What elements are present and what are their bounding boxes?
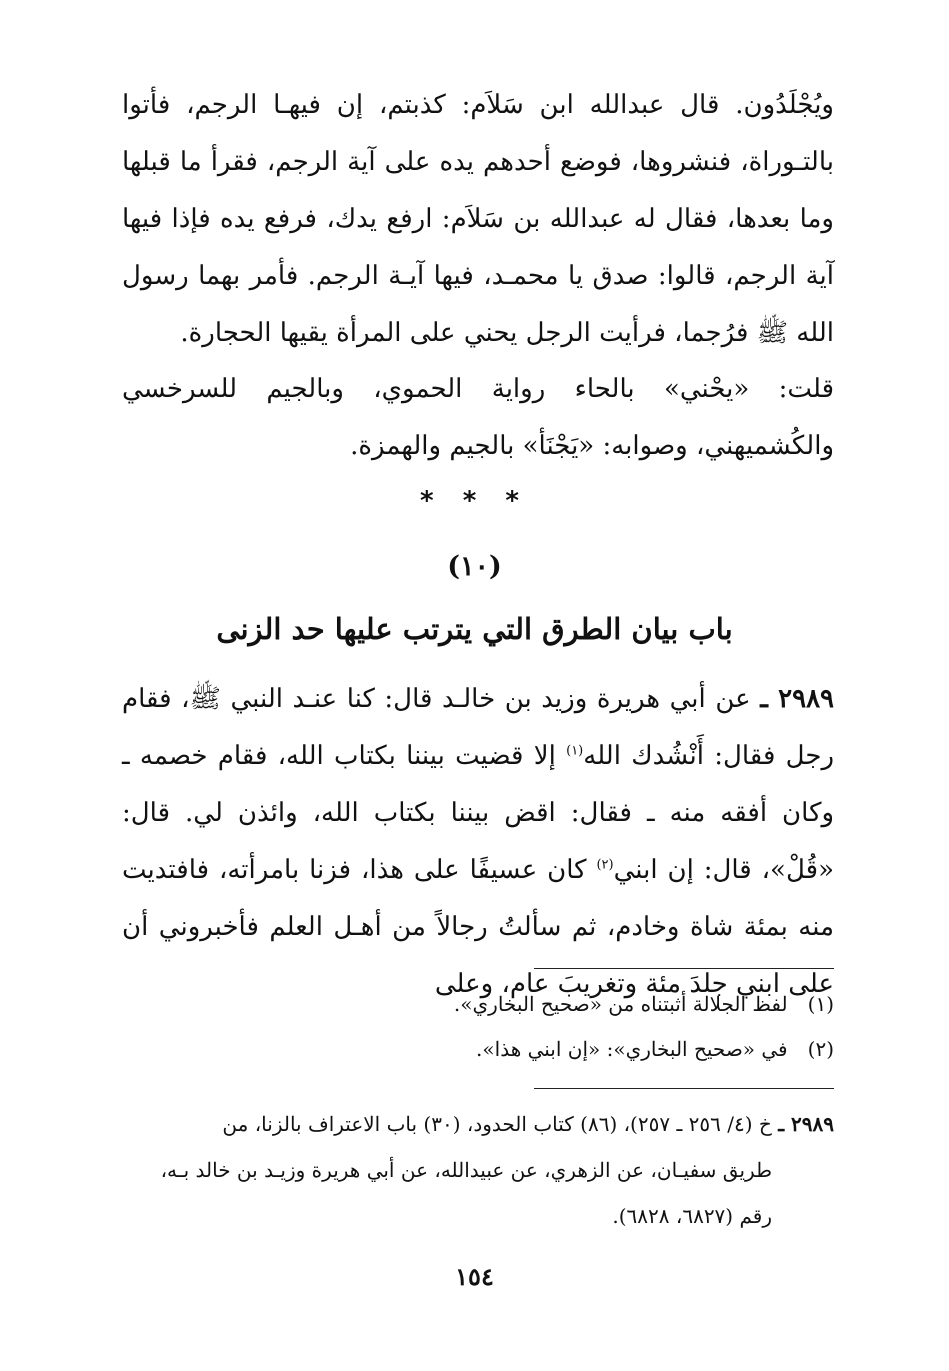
footnote-divider (534, 968, 834, 969)
source-line-2: طريق سفيـان، عن الزهري، عن عبيدالله، عن أبي هريرة وزيـد بن خالد بـه، (160, 1158, 772, 1182)
source-line-3: رقم (٦٨٢٧، ٦٨٢٨). (612, 1204, 772, 1228)
footnote-ref-1: (١) (566, 743, 584, 759)
source-divider (534, 1088, 834, 1089)
section-separator: * * * (420, 486, 529, 516)
chapter-title: باب بيان الطرق التي يترتب عليها حد الزنى (216, 612, 733, 646)
footnotes (200, 982, 834, 1072)
paragraph-continuation (122, 77, 834, 362)
commentary-paragraph (122, 361, 834, 475)
hadith-text-part-1: عن أبي هريرة وزيد بن خالـد قال: كنا عنـد النبي ﷺ، فقام رجل فقال: أَنْشُدك الله (122, 684, 834, 771)
footnote-1-mark: (١) (807, 992, 834, 1016)
paragraph-1-text: ويُجْلَدُون. قال عبدالله ابن سَلاَم: كذبتم، إن فيهـا الرجم، فأتوا بالتـوراة، فنشروها، فوضع أحدهم يده على آية الرجم، فقرأ ما قبلها وما بعدها، فقال له عبدالله بن سَلاَم: ارفع يدك، فرفع يده فإذا فيها آية الرجم، قالوا: صدق يا محمـد، فيها آيـة الرجم. فأمر بهما رسول الله ﷺ فرُجما، فرأيت الرجل يحني على المرأة يقيها الحجارة. (122, 90, 834, 348)
source-line-1-text: خ (٤/ ٢٥٦ ـ ٢٥٧)، (٨٦) كتاب الحدود، (٣٠) باب الاعتراف بالزنا، من (222, 1112, 779, 1136)
source-number: ٢٩٨٩ ـ (778, 1112, 834, 1136)
hadith-number: ٢٩٨٩ ـ (760, 684, 835, 714)
footnote-2-text: في «صحيح البخاري»: «إن ابني هذا». (476, 1037, 788, 1061)
footnote-2 (200, 1027, 834, 1072)
source-reference (122, 1101, 834, 1239)
footnote-2-mark: (٢) (807, 1037, 834, 1061)
paragraph-2-text: قلت: «يحْني» بالحاء رواية الحموي، وبالجيم للسرخسي والكُشميهني، وصوابه: «يَجْنَأ» بالجيم والهمزة. (122, 374, 834, 461)
footnote-1-text: لفظ الجلالة أثبتناه من «صحيح البخاري». (453, 992, 788, 1016)
hadith-text-part-2: إلا قضيت بيننا بكتاب الله، فقام خصمه ـ وكان أفقه منه ـ فقال: اقض بيننا بكتاب الله، وائذن لي. قال: «قُلْ»، قال: إن ابني (122, 741, 834, 885)
hadith-text-part-3: كان عسيفًا على هذا، فزنا بامرأته، فافتديت منه بمئة شاة وخادم، ثم سألتُ رجالاً من أهـل العلم فأخبروني أن على ابني جلدَ مئة وتغريبَ عام، وعلى (122, 855, 834, 999)
source-line-1 (122, 1101, 834, 1147)
hadith-paragraph (122, 671, 834, 1013)
chapter-number: (١٠) (447, 551, 502, 582)
page-number: ١٥٤ (455, 1262, 494, 1291)
footnote-1 (200, 982, 834, 1027)
footnote-ref-2: (٢) (596, 857, 614, 873)
